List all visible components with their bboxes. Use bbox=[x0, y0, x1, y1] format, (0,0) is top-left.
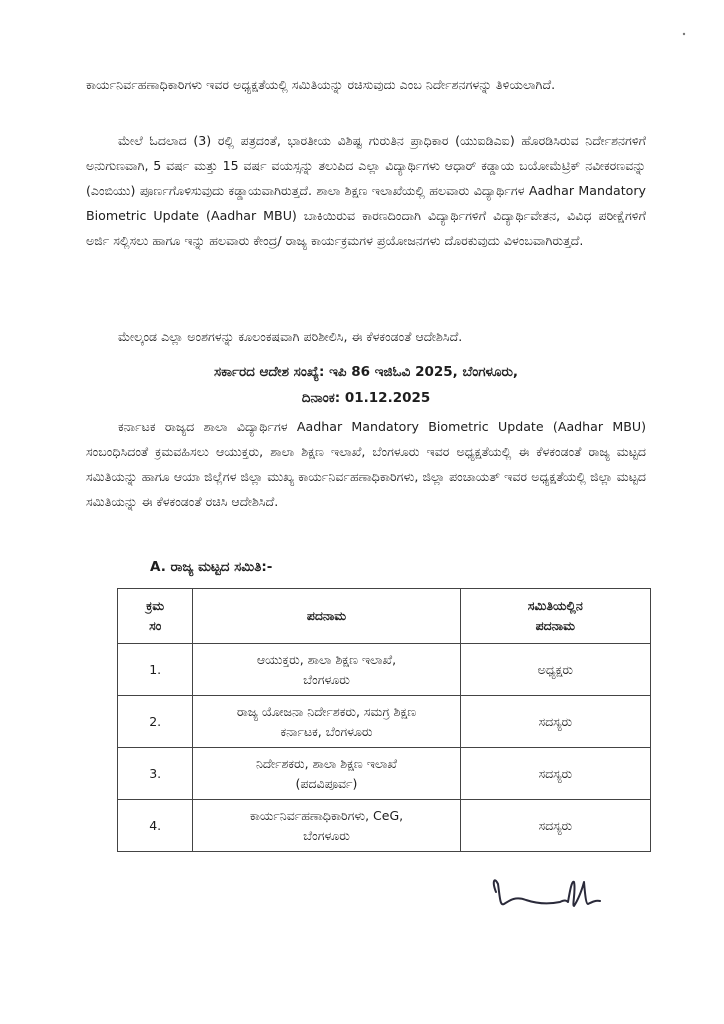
row-role: ಸದಸ್ಯರು bbox=[460, 748, 650, 800]
government-order-number: ಸರ್ಕಾರದ ಆದೇಶ ಸಂಖ್ಯೆ: ಇಪಿ 86 ಇಜಿಓವಿ 2025, ಬೆಂಗಳೂರು, bbox=[213, 364, 519, 380]
header-committee-role bbox=[460, 589, 650, 644]
table-row bbox=[118, 748, 651, 800]
header-serial-line2: ಸಂ bbox=[149, 618, 162, 633]
paragraph-order-basis: ಮೇಲ್ಕಂಡ ಎಲ್ಲಾ ಅಂಶಗಳನ್ನು ಕೂಲಂಕಷವಾಗಿ ಪರಿಶೀಲಿಸಿ, ಈ ಕೆಳಕಂಡಂತೆ ಆದೇಶಿಸಿದೆ. bbox=[118, 329, 463, 344]
designation-line1: ರಾಜ್ಯ ಯೋಜನಾ ನಿರ್ದೇಶಕರು, ಸಮಗ್ರ ಶಿಕ್ಷಣ bbox=[236, 703, 417, 719]
table-row bbox=[118, 644, 651, 696]
row-serial: 4. bbox=[118, 800, 193, 852]
header-role-line2: ಪದನಾಮ bbox=[535, 618, 575, 633]
row-serial: 2. bbox=[118, 696, 193, 748]
header-role-line1: ಸಮಿತಿಯಲ್ಲಿನ bbox=[527, 598, 583, 613]
designation-line2: ಕರ್ನಾಟಕ, ಬೆಂಗಳೂರು bbox=[280, 723, 373, 739]
header-serial-number bbox=[118, 589, 193, 644]
table-header-row bbox=[118, 589, 651, 644]
header-designation: ಪದನಾಮ bbox=[193, 589, 460, 644]
handwritten-signature bbox=[486, 870, 606, 916]
row-role: ಸದಸ್ಯರು bbox=[460, 800, 650, 852]
designation-line2: ಬೆಂಗಳೂರು bbox=[303, 827, 350, 843]
section-heading-state-committee: A. ರಾಜ್ಯ ಮಟ್ಟದ ಸಮಿತಿ:- bbox=[150, 559, 273, 575]
paragraph-intro: ಕಾರ್ಯನಿರ್ವಹಣಾಧಿಕಾರಿಗಳು ಇವರ ಅಧ್ಯಕ್ಷತೆಯಲ್ಲಿ ಸಮಿತಿಯನ್ನು ರಚಿಸುವುದು ಎಂಬ ನಿರ್ದೇಶನಗಳನ್ನು ತಿಳಿಯಲಾಗಿದೆ. bbox=[86, 77, 556, 92]
designation-line2: ಬೆಂಗಳೂರು bbox=[303, 671, 350, 687]
table-row bbox=[118, 800, 651, 852]
paragraph-uidai-directive: ಮೇಲೆ ಓದಲಾದ (3) ರಲ್ಲಿ ಪತ್ರದಂತೆ, ಭಾರತೀಯ ವಿಶಿಷ್ಟ ಗುರುತಿನ ಪ್ರಾಧಿಕಾರ (ಯುಐಡಿಎಐ) ಹೊರಡಿಸಿರುವ ನಿರ್ದೇಶನಗಳಿಗೆ ಅನುಗುಣವಾಗಿ, 5 ವರ್ಷ ಮತ್ತು 15 ವರ್ಷ ವಯಸ್ಸನ್ನು ತಲುಪಿದ ಎಲ್ಲಾ ವಿದ್ಯಾರ್ಥಿಗಳು ಆಧಾರ್ ಕಡ್ಡಾಯ ಬಯೋಮೆಟ್ರಿಕ್ ನವೀಕರಣವನ್ನು (ಎಂಬಿಯು) ಪೂರ್ಣಗೊಳಿಸುವುದು ಕಡ್ಡಾಯವಾಗಿರುತ್ತದೆ. ಶಾಲಾ ಶಿಕ್ಷಣ ಇಲಾಖೆಯಲ್ಲಿ ಹಲವಾರು ವಿದ್ಯಾರ್ಥಿಗಳ Aadhar Mandatory Biometric Update (Aadhar MBU) ಬಾಕಿಯಿರುವ ಕಾರಣದಿಂದಾಗಿ ವಿದ್ಯಾರ್ಥಿಗಳಿಗೆ ವಿದ್ಯಾರ್ಥಿವೇತನ, ವಿವಿಧ ಪರೀಕ್ಷೆಗಳಿಗೆ ಅರ್ಜಿ ಸಲ್ಲಿಸಲು ಹಾಗೂ ಇನ್ನು ಹಲವಾರು ಕೇಂದ್ರ/ ರಾಜ್ಯ ಕಾರ್ಯಕ್ರಮಗಳ ಪ್ರಯೋಜನಗಳು ದೊರಕುವುದು ವಿಳಂಬವಾಗಿರುತ್ತದೆ. bbox=[86, 133, 646, 248]
state-committee-table bbox=[117, 588, 651, 852]
row-designation bbox=[193, 748, 460, 800]
row-role: ಅಧ್ಯಕ್ಷರು bbox=[460, 644, 650, 696]
row-designation bbox=[193, 696, 460, 748]
row-role: ಸದಸ್ಯರು bbox=[460, 696, 650, 748]
row-designation bbox=[193, 644, 460, 696]
government-order-date: ದಿನಾಂಕ: 01.12.2025 bbox=[301, 390, 431, 406]
row-serial: 3. bbox=[118, 748, 193, 800]
designation-line1: ಕಾರ್ಯನಿರ್ವಹಣಾಧಿಕಾರಿಗಳು, CeG, bbox=[249, 807, 404, 823]
header-serial-line1: ಕ್ರಮ bbox=[146, 598, 165, 613]
scan-speck bbox=[682, 32, 686, 36]
designation-line2: (ಪದವಿಪೂರ್ವ) bbox=[295, 775, 358, 791]
table-row bbox=[118, 696, 651, 748]
row-serial: 1. bbox=[118, 644, 193, 696]
paragraph-committee-formation: ಕರ್ನಾಟಕ ರಾಜ್ಯದ ಶಾಲಾ ವಿದ್ಯಾರ್ಥಿಗಳ Aadhar Mandatory Biometric Update (Aadhar MBU) ಸಂಬಂಧಿಸಿದಂತೆ ಕ್ರಮವಹಿಸಲು ಆಯುಕ್ತರು, ಶಾಲಾ ಶಿಕ್ಷಣ ಇಲಾಖೆ, ಬೆಂಗಳೂರು ಇವರ ಅಧ್ಯಕ್ಷತೆಯಲ್ಲಿ ಈ ಕೆಳಕಂಡಂತೆ ರಾಜ್ಯ ಮಟ್ಟದ ಸಮಿತಿಯನ್ನು ಹಾಗೂ ಆಯಾ ಜಿಲ್ಲೆಗಳ ಜಿಲ್ಲಾ ಮುಖ್ಯ ಕಾರ್ಯನಿರ್ವಹಣಾಧಿಕಾರಿಗಳು, ಜಿಲ್ಲಾ ಪಂಚಾಯತ್ ಇವರ ಅಧ್ಯಕ್ಷತೆಯಲ್ಲಿ ಜಿಲ್ಲಾ ಮಟ್ಟದ ಸಮಿತಿಯನ್ನು ಈ ಕೆಳಕಂಡಂತೆ ರಚಿಸಿ ಆದೇಶಿಸಿದೆ. bbox=[86, 419, 646, 509]
designation-line1: ನಿರ್ದೇಶಕರು, ಶಾಲಾ ಶಿಕ್ಷಣ ಇಲಾಖೆ bbox=[255, 755, 398, 771]
row-designation bbox=[193, 800, 460, 852]
designation-line1: ಆಯುಕ್ತರು, ಶಾಲಾ ಶಿಕ್ಷಣ ಇಲಾಖೆ, bbox=[256, 651, 397, 667]
